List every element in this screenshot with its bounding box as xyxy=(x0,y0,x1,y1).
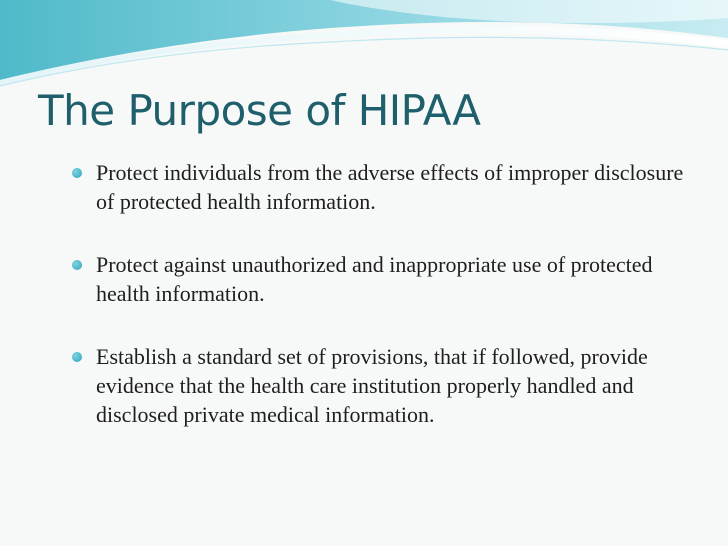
slide-title: The Purpose of HIPAA xyxy=(38,86,481,135)
bullet-text: Protect against unauthorized and inappropriate use of protected health information. xyxy=(96,252,653,306)
bullet-text: Establish a standard set of provisions, that if followed, provide evidence that the health care institution properly handled and disclosed private medical information. xyxy=(96,344,648,427)
bullet-item xyxy=(72,250,692,308)
bullet-dot-icon xyxy=(72,260,82,270)
bullet-dot-icon xyxy=(72,352,82,362)
bullet-item xyxy=(72,342,692,429)
header-wave-decoration xyxy=(0,0,728,90)
bullet-dot-icon xyxy=(72,168,82,178)
bullet-item xyxy=(72,158,692,216)
bullet-list xyxy=(72,158,692,463)
bullet-text: Protect individuals from the adverse effects of improper disclosure of protected health information. xyxy=(96,160,684,214)
